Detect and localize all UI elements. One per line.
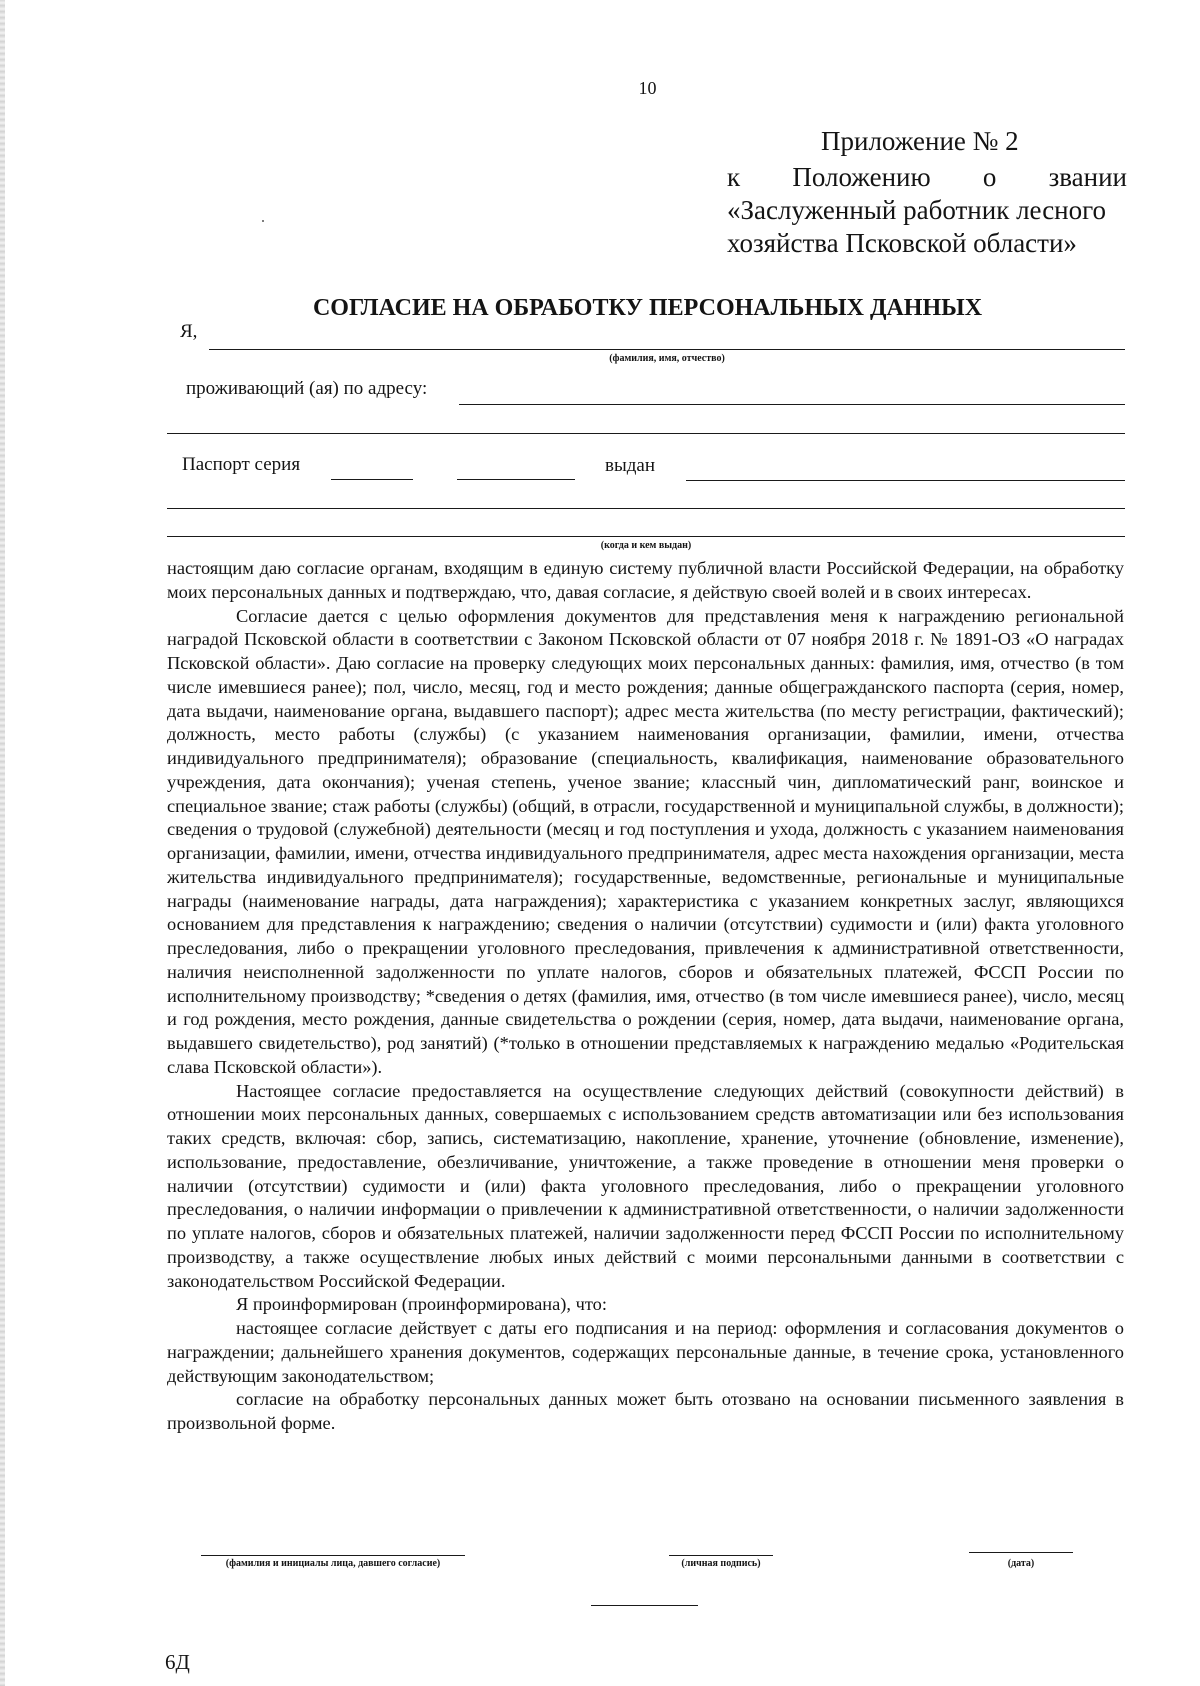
passport-label: Паспорт серия <box>182 454 301 475</box>
address-line-2[interactable] <box>167 433 1125 434</box>
signer-name-line[interactable] <box>201 1555 465 1556</box>
fio-line[interactable] <box>209 349 1125 350</box>
signer-name-hint: (фамилия и инициалы лица, давшего согласие) <box>225 1558 441 1569</box>
date-hint: (дата) <box>1007 1558 1035 1569</box>
paragraph-revocation: согласие на обработку персональных данных может быть отозвано на основании письменного заявления в произвольной форме. <box>167 1389 1124 1433</box>
date-line[interactable] <box>969 1552 1073 1553</box>
address-line-1[interactable] <box>459 404 1125 405</box>
paragraph-consent-intro: настоящим даю согласие органам, входящим в единую систему публичной власти Российской Федерации, на обработку моих персональных данных и подтверждаю, что, давая согласие, я действую своей волей и в своих интересах. <box>167 558 1124 602</box>
passport-number-line[interactable] <box>457 479 575 480</box>
paragraph-actions: Настоящее согласие предоставляется на осуществление следующих действий (совокупности действий) в отношении моих персональных данных, совершаемых с использованием средств автоматизации или без использования таких средств, включая: сбор, запись, систематизацию, накопление, хранение, уточнение (обновление, изменение), использование, предоставление, обезличивание, уничтожение, а также проведение в отношении меня проверки о наличии (отсутствии) судимости и (или) факта уголовного преследования, либо о прекращении уголовного преследования, о наличии информации о привлечении к административной ответственности, о наличии задолженности по уплате налогов, сборов и обязательных платежей, наличии задолженности перед ФССП России по исполнительному производству, а также осуществление любых иных действий с моими персональными данными в соответствии с законодательством Российской Федерации. <box>167 1080 1124 1291</box>
bottom-divider <box>591 1605 698 1606</box>
page-number: 10 <box>638 78 657 98</box>
paragraph-validity: настоящее согласие действует с даты его подписания и на период: оформления и согласования документов о награждении; дальнейшего хранения документов, содержащих персональные данные, в течение срока, установленного действующим законодательством; <box>167 1318 1124 1386</box>
appendix-line-3: «Заслуженный работник лесного <box>727 195 1107 225</box>
issued-line-1[interactable] <box>686 480 1125 481</box>
appendix-word-zvanii: звании <box>1048 162 1127 192</box>
appendix-line-1: Приложение № 2 <box>821 126 1019 156</box>
appendix-word-polozheniyu: Положению <box>792 162 931 192</box>
issued-hint: (когда и кем выдан) <box>600 540 692 551</box>
signature-line[interactable] <box>669 1555 773 1556</box>
document-title: СОГЛАСИЕ НА ОБРАБОТКУ ПЕРСОНАЛЬНЫХ ДАННЫХ <box>312 295 983 321</box>
appendix-word-k: к <box>727 162 741 192</box>
paragraph-purpose: Согласие дается с целью оформления документов для представления меня к награждению региональной наградой Псковской области в соответствии с Законом Псковской области от 07 ноября 2018 г. № 1891-ОЗ «О наградах Псковской области». Даю согласие на проверку следующих моих персональных данных: фамилия, имя, отчество (в том числе имевшиеся ранее); пол, число, месяц, год и место рождения; данные общегражданского паспорта (серия, номер, дата выдачи, наименование органа, выдавшего паспорт); адрес места жительства (по месту регистрации, фактический); должность, место работы (службы) (с указанием наименования организации, фамилии, имени, отчества индивидуального предпринимателя); образование (специальность, квалификация, наименование образовательного учреждения, дата окончания); ученая степень, ученое звание; классный чин, дипломатический ранг, воинское и специальное звание; стаж работы (службы) (общий, в отрасли, государственной и муниципальной службы, в должности); сведения о трудовой (служебной) деятельности (месяц и год поступления и ухода, должность с указанием наименования организации, фамилии, имени, отчества индивидуального предпринимателя, адрес места нахождения организации, места жительства индивидуального предпринимателя); государственные, ведомственные, региональные и муниципальные награды (наименование награды, дата награждения); характеристика с указанием конкретных заслуг, являющихся основанием для представления к награждению; сведения о наличии (отсутствии) судимости и (или) факта уголовного преследования, либо о прекращении уголовного преследования, привлечения к административной ответственности, наличия неисполненной задолженности по уплате налогов, сборов и обязательных платежей, ФССП России по исполнительному производству; *сведения о детях (фамилия, имя, отчество (в том числе имевшиеся ранее), число, месяц и год рождения, место рождения, данные свидетельства о рождении (серия, номер, дата выдачи, наименование органа, выдавшего свидетельство), род занятий) (*только в отношении представляемых к награждению медалью «Родительская слава Псковской области»). <box>167 605 1124 1077</box>
address-label: проживающий (ая) по адресу: <box>186 378 428 399</box>
scan-speck <box>262 220 264 222</box>
issued-line-2[interactable] <box>167 508 1125 509</box>
appendix-header <box>727 125 1127 158</box>
footer-code: 6Д <box>165 1650 190 1674</box>
paragraph-informed: Я проинформирован (проинформирована), что: <box>236 1294 607 1315</box>
appendix-line-2 <box>727 161 1127 194</box>
passport-series-line[interactable] <box>331 479 413 480</box>
fio-hint: (фамилия, имя, отчество) <box>609 353 725 364</box>
appendix-word-o: о <box>982 162 997 192</box>
appendix-line-4: хозяйства Псковской области» <box>727 228 1077 258</box>
issued-line-3[interactable] <box>167 536 1125 537</box>
scan-page-edge <box>0 0 5 1686</box>
signature-hint: (личная подпись) <box>681 1558 761 1569</box>
issued-label: выдан <box>605 455 656 476</box>
i-label: Я, <box>180 321 198 342</box>
consent-body <box>167 557 1124 1436</box>
